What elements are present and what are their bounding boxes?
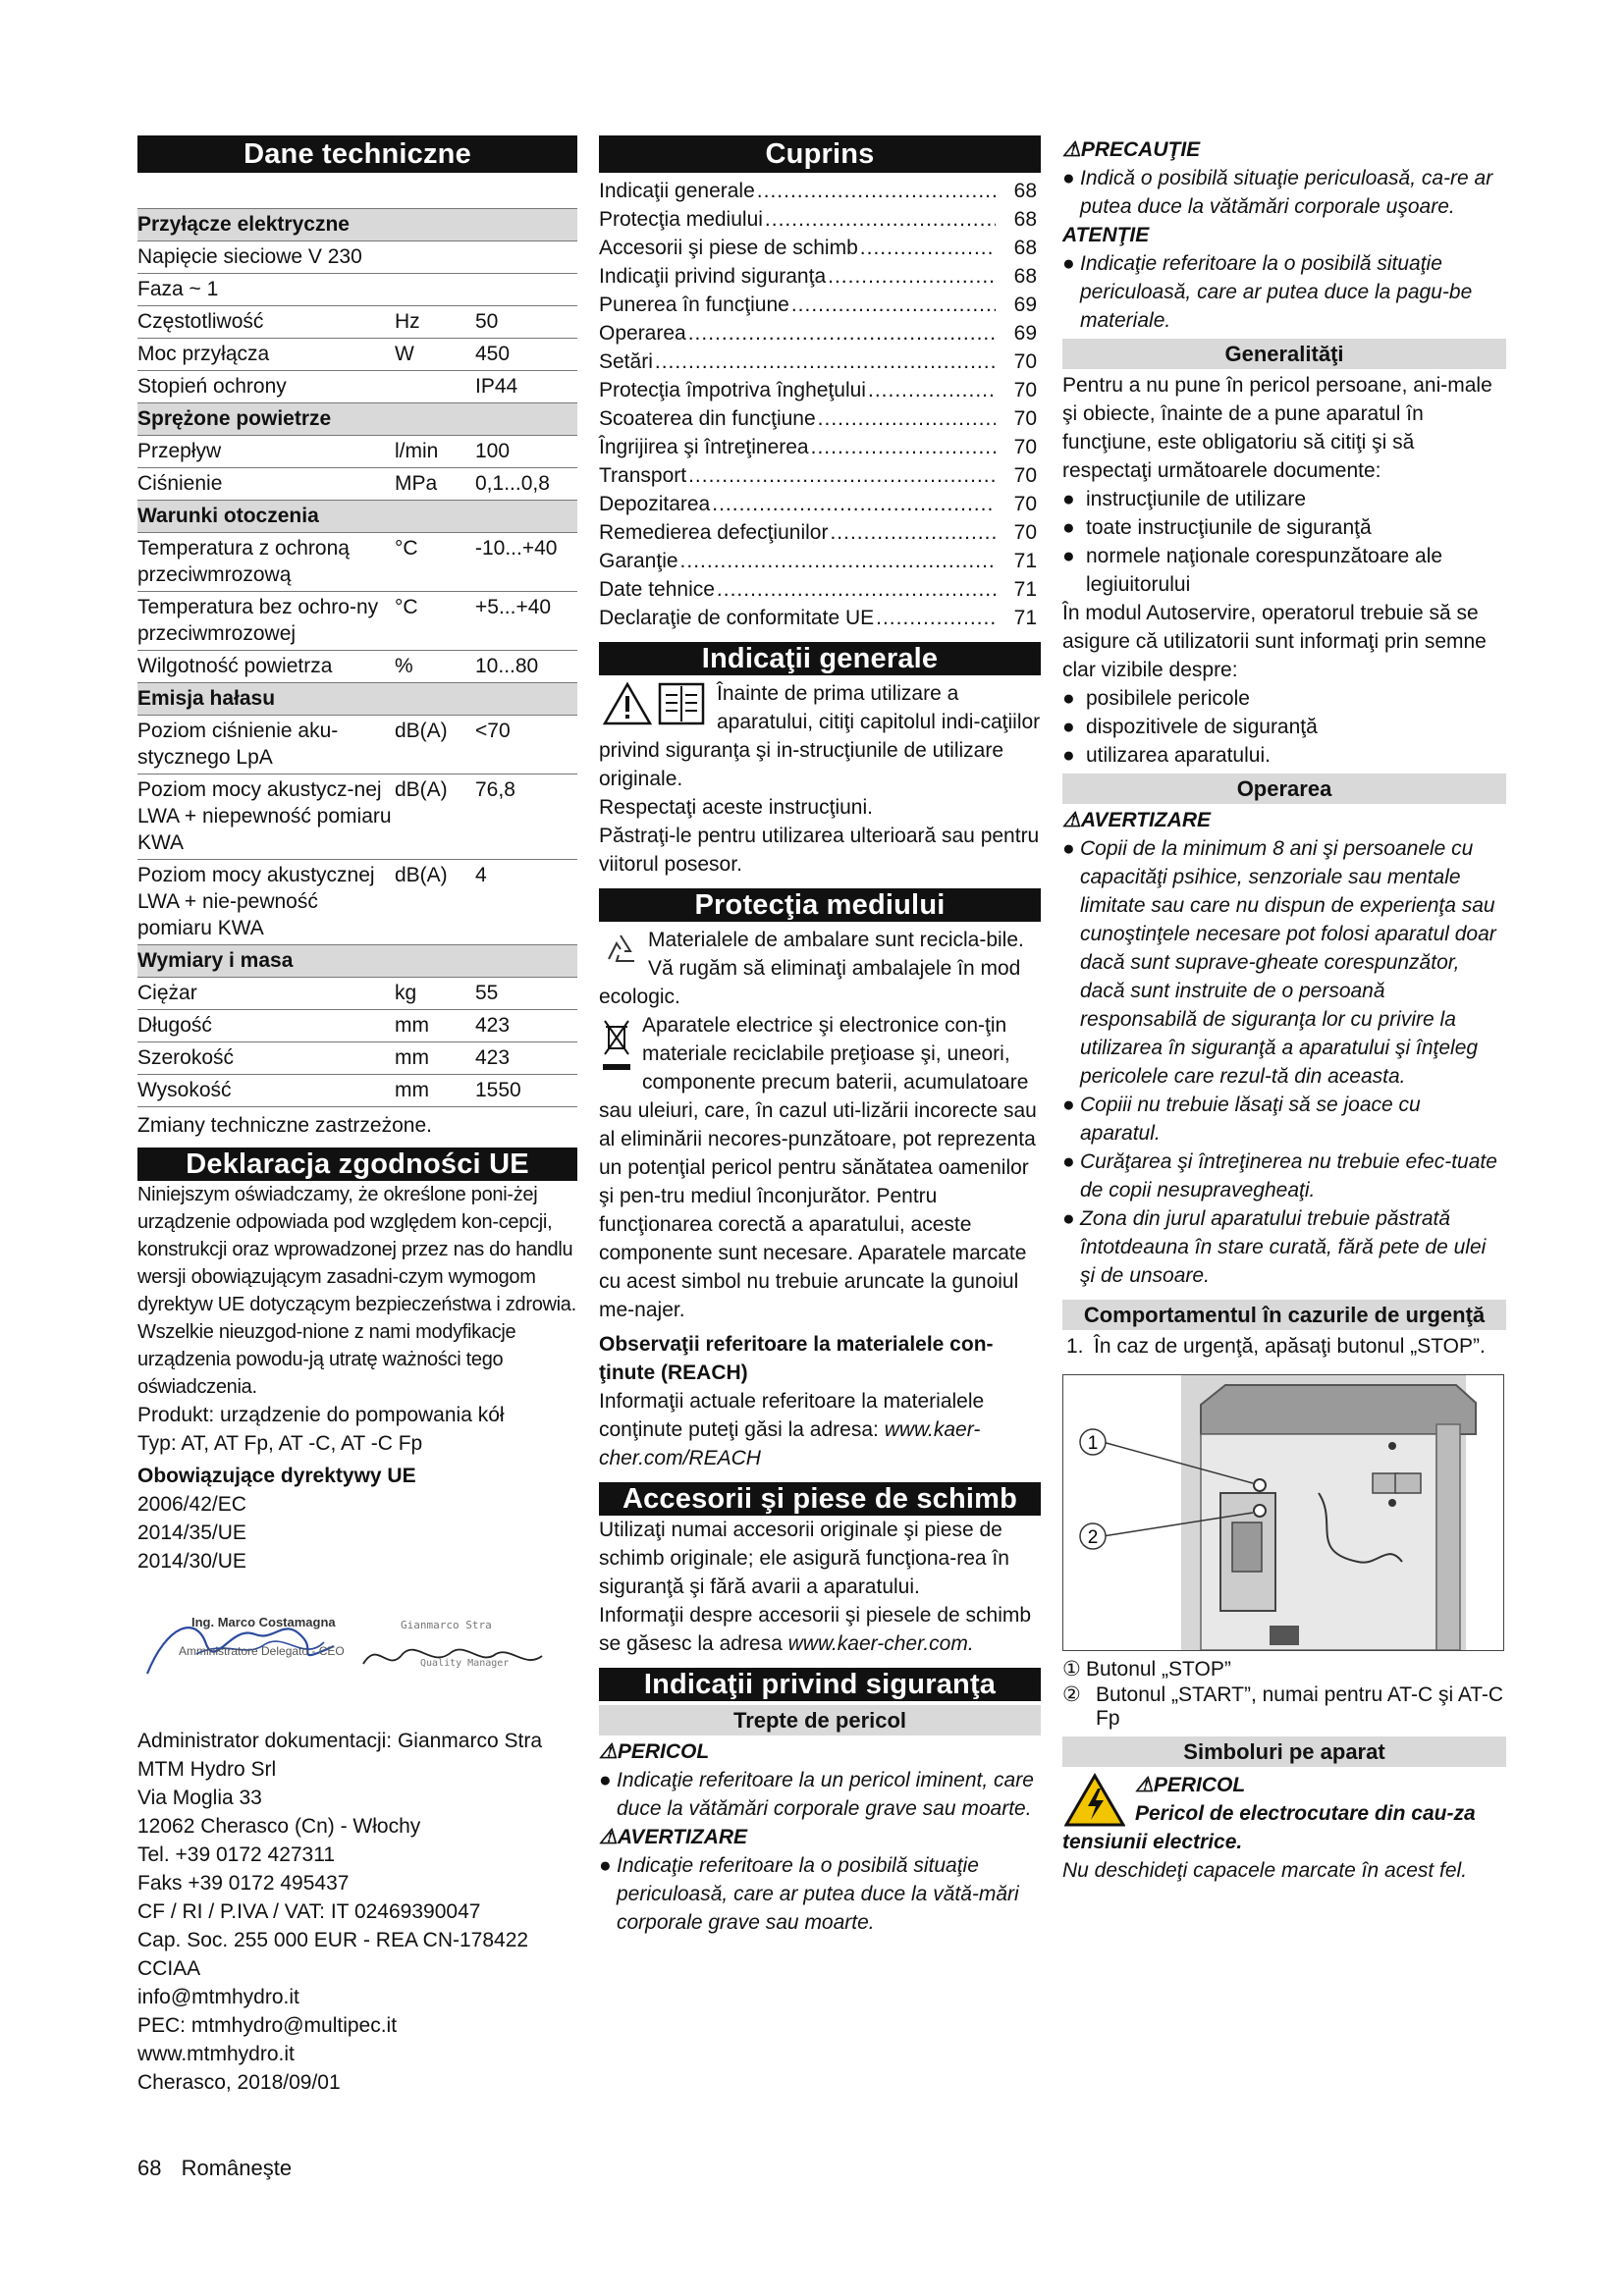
contact-line: MTM Hydro Srl	[137, 1758, 277, 1781]
table-row	[137, 774, 577, 860]
contact-line: Faks +39 0172 495437	[137, 1872, 350, 1895]
table-cell-label: Wilgotność powietrza	[137, 651, 395, 683]
section-title-technical-data: Dane techniczne	[137, 135, 577, 173]
toc-leader-dots	[717, 575, 996, 604]
table-cell-label: Ciśnienie	[137, 468, 395, 501]
subsection-device-symbols: Simboluri pe aparat	[1062, 1736, 1506, 1767]
caution-heading: ⚠PRECAUŢIE	[1062, 138, 1201, 161]
table-cell-value: IP44	[475, 371, 577, 403]
contact-line: Tel. +39 0172 427311	[137, 1843, 336, 1866]
signature-right-name: Gianmarco Stra	[401, 1619, 492, 1631]
toc-entry[interactable]	[599, 262, 1041, 291]
general-text-2: Respectaţi aceste instrucţiuni.	[599, 796, 873, 819]
contact-block	[137, 1727, 577, 2097]
attention-text: Indicaţie referitoare la o posibilă situaţie periculoasă, care ar putea duce la pagu-be materiale.	[1080, 252, 1473, 332]
toc-entry-title: Îngrijirea şi întreţinerea	[599, 436, 809, 458]
subsection-operation: Operarea	[1062, 774, 1506, 804]
contact-line: Administrator dokumentacji: Gianmarco Stra	[137, 1730, 542, 1752]
section-title-general: Indicaţii generale	[599, 642, 1041, 675]
table-cell-unit: W	[395, 339, 475, 371]
toc-entry-page: 70	[1013, 464, 1037, 487]
toc-leader-dots	[655, 347, 996, 376]
directives-title: Obowiązujące dyrektywy UE	[137, 1465, 416, 1487]
toc-entry[interactable]	[599, 347, 1041, 376]
directive-item: 2006/42/EC	[137, 1493, 246, 1516]
operation-warning-item: ● Copiii nu trebuie lăsaţi să se joace cu aparatul.	[1062, 1091, 1506, 1148]
section-title-accessories: Accesorii şi piese de schimb	[599, 1482, 1041, 1516]
column-contents	[599, 135, 1041, 1937]
table-cell-label: Poziom ciśnienie aku-stycznego LpA	[137, 716, 395, 774]
list-item: ● toate instrucţiunile de siguranţă	[1062, 513, 1506, 542]
list-item: ● posibilele pericole	[1062, 684, 1506, 713]
list-item-text: normele naţionale corespunzătoare ale legiuitorului	[1086, 545, 1443, 596]
operation-warning-text: Curăţarea şi întreţinerea nu trebuie efec-tuate de copii nesupravegheaţi.	[1080, 1150, 1497, 1201]
legend-number-2-icon: ②	[1062, 1683, 1081, 1706]
general-block	[599, 679, 1041, 879]
caution-text: Indică o posibilă situaţie periculoasă, ca-re ar putea duce la vătămări corporale uşoare.	[1080, 167, 1493, 218]
toc-entry[interactable]	[599, 490, 1041, 518]
table-row	[137, 592, 577, 651]
general-text-3: Păstraţi-le pentru utilizarea ulterioară sau pentru viitorul posesor.	[599, 825, 1040, 876]
table-group-row	[137, 683, 577, 716]
toc-leader-dots	[680, 547, 996, 575]
toc-leader-dots	[830, 518, 996, 547]
toc-entry[interactable]	[599, 575, 1041, 604]
toc-entry-page: 68	[1013, 237, 1037, 259]
signature-image	[137, 1585, 577, 1693]
contact-line: CF / RI / P.IVA / VAT: IT 02469390047	[137, 1900, 481, 1923]
subsection-general: Generalităţi	[1062, 339, 1506, 369]
contact-line: Via Moglia 33	[137, 1787, 262, 1809]
section-title-safety: Indicaţii privind siguranţa	[599, 1668, 1041, 1701]
table-cell-unit: mm	[395, 1010, 475, 1042]
table-cell-label	[137, 177, 577, 209]
contact-line: Cap. Soc. 255 000 EUR - REA CN-178422	[137, 1929, 529, 1951]
legend-text: Butonul „START”, numai pentru AT-C şi AT-C Fp	[1096, 1683, 1504, 1730]
reach-title: Observaţii referitoare la materialele con-ţinute (REACH)	[599, 1333, 994, 1384]
table-cell-value: 100	[475, 436, 577, 468]
toc-leader-dots	[860, 234, 996, 262]
environment-text-2: Aparatele electrice şi electronice con-ţin materiale reciclabile preţioase şi, uneori, componente precum baterii, acumulatoare sau uleiuri, care, în cazul uti-lizării incorecte sau al eliminării necores-punzătoare, pot reprezenta un potenţial pericol pentru sănătatea oamenilor şi pen-tru mediul înconjurător. Pentru funcţionarea corectă a aparatului, aceste componente sunt necesare. Aparatele marcate cu acest simbol nu trebuie aruncate la gunoiul me-najer.	[599, 1014, 1037, 1321]
table-cell-unit	[395, 371, 475, 403]
table-cell-value: 450	[475, 339, 577, 371]
legend-item-stop	[1062, 1655, 1506, 1683]
toc-leader-dots	[791, 291, 996, 319]
toc-leader-dots	[876, 604, 996, 632]
toc-leader-dots	[765, 205, 996, 234]
operation-warning-item: ● Zona din jurul aparatului trebuie păstrată întotdeauna în stare curată, fără pete de ulei şi de unsoare.	[1062, 1204, 1506, 1290]
table-cell-label: Przyłącze elektryczne	[137, 209, 577, 241]
toc-entry-page: 70	[1013, 350, 1037, 373]
danger-item: ● Indicaţie referitoare la un pericol iminent, care duce la vătămări corporale grave sau moarte.	[599, 1766, 1041, 1823]
table-cell-value: 55	[475, 978, 577, 1010]
danger-text: Indicaţie referitoare la un pericol iminent, care duce la vătămări corporale grave sau moarte.	[617, 1769, 1034, 1820]
symbol-text: Nu deschideţi capacele marcate în acest fel.	[1062, 1859, 1468, 1882]
toc-entry[interactable]	[599, 518, 1041, 547]
table-cell-unit: °C	[395, 533, 475, 592]
table-cell-label: Emisja hałasu	[137, 683, 577, 716]
table-cell-value: 50	[475, 306, 577, 339]
column-safety	[1062, 135, 1506, 1885]
toc-leader-dots	[688, 461, 996, 490]
device-illustration	[1062, 1374, 1504, 1651]
table-cell-unit: dB(A)	[395, 860, 475, 945]
operation-warning-text: Zona din jurul aparatului trebuie păstrată întotdeauna în stare curată, fără pete de ulei şi de unsoare.	[1080, 1207, 1487, 1287]
danger-heading: ⚠PERICOL	[599, 1740, 710, 1763]
technical-note: Zmiany techniczne zastrzeżone.	[137, 1114, 432, 1137]
table-cell-label: Sprężone powietrze	[137, 403, 577, 436]
table-cell-value: 0,1...0,8	[475, 468, 577, 501]
directives-list	[137, 1490, 577, 1575]
contact-line: 12062 Cherasco (Cn) - Włochy	[137, 1815, 421, 1838]
toc-entry[interactable]	[599, 604, 1041, 632]
toc-entry-title: Protecţia împotriva îngheţului	[599, 379, 866, 401]
toc-leader-dots	[712, 490, 996, 518]
table-cell-label: Przepływ	[137, 436, 395, 468]
emergency-step	[1062, 1332, 1506, 1361]
list-item-text: instrucţiunile de utilizare	[1086, 488, 1307, 510]
toc-entry[interactable]	[599, 234, 1041, 262]
toc-entry[interactable]	[599, 404, 1041, 433]
table-cell-label: Ciężar	[137, 978, 395, 1010]
table-cell-label: Stopień ochrony	[137, 371, 395, 403]
signature-left-role: Amministratore Delegato - CEO	[179, 1644, 345, 1658]
operation-warning-item: ● Curăţarea şi întreţinerea nu trebuie efec-tuate de copii nesupravegheaţi.	[1062, 1148, 1506, 1204]
toc-entry-page: 70	[1013, 436, 1037, 458]
manual-book-icon	[658, 681, 705, 726]
table-row	[137, 274, 577, 306]
table-group-row	[137, 209, 577, 241]
table-cell-unit: kg	[395, 978, 475, 1010]
page-number: 68	[137, 2156, 162, 2180]
table-cell-label: Napięcie sieciowe V 230	[137, 241, 577, 274]
table-row	[137, 978, 577, 1010]
table-row	[137, 241, 577, 274]
toc-entry-page: 69	[1013, 322, 1037, 345]
toc-entry-title: Depozitarea	[599, 493, 711, 515]
table-cell-unit: mm	[395, 1042, 475, 1075]
table-cell-label: Częstotliwość	[137, 306, 395, 339]
toc-entry-title: Remedierea defecţiunilor	[599, 521, 829, 544]
symbol-danger-heading: ⚠PERICOL	[1135, 1774, 1246, 1796]
table-cell-label: Faza ~ 1	[137, 274, 577, 306]
table-row	[137, 651, 577, 683]
general-text: Pentru a nu pune în pericol persoane, ani-male şi obiecte, înainte de a pune aparatul în funcţiune, este obligatoriu să citiţi şi să respectaţi următoarele documente:	[1062, 374, 1492, 482]
contact-email[interactable]: info@mtmhydro.it	[137, 1986, 299, 2008]
reach-text	[599, 1387, 1041, 1472]
toc-entry[interactable]	[599, 177, 1041, 205]
crossed-bin-icon	[601, 1017, 632, 1076]
toc-entry-title: Scoaterea din funcţiune	[599, 407, 816, 430]
list-item: ● utilizarea aparatului.	[1062, 741, 1506, 770]
table-cell-value: 423	[475, 1042, 577, 1075]
table-row	[137, 436, 577, 468]
toc-entry-page: 70	[1013, 493, 1037, 515]
device-figure	[1063, 1375, 1503, 1650]
toc-entry-title: Setări	[599, 350, 653, 373]
toc-entry-page: 68	[1013, 265, 1037, 288]
toc-entry-page: 71	[1013, 550, 1037, 572]
table-cell-value: 10...80	[475, 651, 577, 683]
table-cell-value: 4	[475, 860, 577, 945]
table-cell-unit: mm	[395, 1075, 475, 1107]
electric-hazard-icon	[1064, 1773, 1125, 1828]
reach-link[interactable]: www.kaer-cher.com/REACH	[599, 1418, 981, 1469]
table-row	[137, 860, 577, 945]
toc-entry[interactable]	[599, 461, 1041, 490]
table-cell-label: Poziom mocy akustycz-nej LWA + niepewność pomiaru KWA	[137, 774, 395, 860]
warning-item: ● Indicaţie referitoare la o posibilă situaţie periculoasă, care ar putea duce la vătă-mări corporale grave sau moarte.	[599, 1851, 1041, 1937]
list-item-text: toate instrucţiunile de siguranţă	[1086, 516, 1372, 539]
table-cell-value: <70	[475, 716, 577, 774]
toc-leader-dots	[811, 433, 996, 461]
table-cell-unit: dB(A)	[395, 716, 475, 774]
toc-entry[interactable]	[599, 291, 1041, 319]
table-cell-value: +5...+40	[475, 592, 577, 651]
table-row	[137, 177, 577, 209]
warning-book-icons	[603, 681, 705, 726]
general-text-1: Înainte de prima utilizare a aparatului, citiţi capitolul indi-caţiilor privind siguranţa şi in-strucţiunile de utilizare originale.	[599, 682, 1041, 790]
table-cell-unit: °C	[395, 592, 475, 651]
table-cell-value: 1550	[475, 1075, 577, 1107]
table-cell-unit: l/min	[395, 436, 475, 468]
toc-entry-title: Indicaţii privind siguranţa	[599, 265, 827, 288]
language-label: Româneşte	[181, 2156, 293, 2180]
table-group-row	[137, 403, 577, 436]
operation-warning-item: ● Copii de la minimum 8 ani şi persoanele cu capacităţi psihice, senzoriale sau mentale limitate sau care nu dispun de experienţa sau cunoştinţele necesare pot folosi aparatul doar dacă sunt suprave-gheate corespunzător, dacă sunt instruite de o persoană responsabilă de siguranţa lor cu privire la utilizarea în siguranţă a aparatului şi înţeleg pericolele care rezul-tă din aceasta.	[1062, 834, 1506, 1091]
table-row	[137, 371, 577, 403]
list-item-text: posibilele pericole	[1086, 687, 1250, 710]
table-group-row	[137, 945, 577, 978]
operation-warning-text: Copiii nu trebuie lăsaţi să se joace cu aparatul.	[1080, 1094, 1421, 1145]
toc-entry-page: 71	[1013, 578, 1037, 601]
contact-website[interactable]: www.mtmhydro.it	[137, 2043, 295, 2065]
caution-item: ● Indică o posibilă situaţie periculoasă, ca-re ar putea duce la vătămări corporale uşoare.	[1062, 164, 1506, 221]
toc-entry-title: Transport	[599, 464, 687, 487]
table-row	[137, 468, 577, 501]
toc-entry-page: 70	[1013, 379, 1037, 401]
callout-1: 1	[1087, 1433, 1099, 1454]
table-cell-label: Temperatura z ochroną przeciwmrozową	[137, 533, 395, 592]
self-service-text: În modul Autoservire, operatorul trebuie să se asigure că utilizatorii sunt informaţi prin semne clar vizibile despre:	[1062, 602, 1487, 681]
accessories-text-1: Utilizaţi numai accesorii originale şi piese de schimb originale; ele asigură funcţiona-rea în siguranţă şi fără avarii a aparatului.	[599, 1519, 1009, 1598]
contact-date: Cherasco, 2018/09/01	[137, 2071, 341, 2094]
list-item-text: dispozitivele de siguranţă	[1086, 716, 1318, 738]
accessories-link[interactable]: www.kaer-cher.com.	[787, 1632, 974, 1655]
table-row	[137, 533, 577, 592]
list-item: ● instrucţiunile de utilizare	[1062, 485, 1506, 513]
environment-text-1: Materialele de ambalare sunt recicla-bile. Vă rugăm să eliminaţi ambalajele în mod ecologic.	[599, 929, 1024, 1008]
directive-item: 2014/30/UE	[137, 1550, 246, 1573]
section-title-contents: Cuprins	[599, 135, 1041, 173]
signature-left-name: Ing. Marco Costamagna	[191, 1615, 336, 1629]
warning-triangle-icon	[603, 681, 652, 726]
table-cell-label: Szerokość	[137, 1042, 395, 1075]
table-cell-unit: %	[395, 651, 475, 683]
warning-text: Indicaţie referitoare la o posibilă situaţie periculoasă, care ar putea duce la vătă-mări corporale grave sau moarte.	[617, 1854, 1019, 1934]
table-row	[137, 1042, 577, 1075]
toc-entry-page: 70	[1013, 407, 1037, 430]
signature-block	[137, 1585, 577, 1693]
table-cell-label: Wysokość	[137, 1075, 395, 1107]
environment-block	[599, 926, 1041, 1472]
directive-item: 2014/35/UE	[137, 1522, 246, 1544]
toc-entry-title: Accesorii şi piese de schimb	[599, 237, 858, 259]
toc-entry[interactable]	[599, 433, 1041, 461]
table-cell-unit: MPa	[395, 468, 475, 501]
legend-item-start	[1062, 1683, 1506, 1731]
toc-entry-page: 70	[1013, 521, 1037, 544]
accessories-text-2	[599, 1601, 1041, 1658]
product-line: Produkt: urządzenie do pompowania kół	[137, 1404, 505, 1426]
list-item: ● normele naţionale corespunzătoare ale legiuitorului	[1062, 542, 1506, 599]
column-technical-data	[137, 135, 577, 2097]
toc-leader-dots	[868, 376, 996, 404]
table-row	[137, 339, 577, 371]
technical-data-table	[137, 177, 577, 1107]
table-cell-label: Długość	[137, 1010, 395, 1042]
accessories-text-body: Informaţii despre accesorii şi piesele de schimb se găsesc la adresa	[599, 1604, 1032, 1655]
toc-entry[interactable]	[599, 205, 1041, 234]
toc-leader-dots	[828, 262, 996, 291]
table-cell-value: 76,8	[475, 774, 577, 860]
declaration-text: Niniejszym oświadczamy, że określone poni-żej urządzenie odpowiada pod względem kon-cepcji, konstrukcji oraz wprowadzonej przez nas do handlu wersji obowiązującym zasadni-czym wymogom dyrektyw UE dotyczącym bezpieczeństwa i zdrowia. Wszelkie nieuzgod-nione z nami modyfikacje urządzenia powodu-ją utratę ważności tego oświadczenia.	[137, 1184, 576, 1398]
toc-leader-dots	[757, 177, 996, 205]
toc-entry-page: 69	[1013, 294, 1037, 316]
toc-entry[interactable]	[599, 547, 1041, 575]
recycle-icon	[601, 932, 640, 971]
contact-line: CCIAA	[137, 1957, 201, 1980]
symbol-block	[1062, 1771, 1506, 1885]
attention-heading: ATENŢIE	[1062, 224, 1150, 246]
table-cell-label: Moc przyłącza	[137, 339, 395, 371]
table-row	[137, 716, 577, 774]
signature-right-role: Quality Manager	[420, 1658, 510, 1669]
toc-leader-dots	[688, 319, 996, 347]
callout-2: 2	[1087, 1527, 1099, 1548]
type-line: Typ: AT, AT Fp, AT -C, AT -C Fp	[137, 1432, 423, 1455]
contact-pec[interactable]: PEC: mtmhydro@multipec.it	[137, 2014, 398, 2037]
section-title-eu-declaration: Deklaracja zgodności UE	[137, 1148, 577, 1181]
section-title-environment: Protecţia mediului	[599, 888, 1041, 922]
operation-warning-heading: ⚠AVERTIZARE	[1062, 809, 1212, 831]
table-cell-unit: dB(A)	[395, 774, 475, 860]
table-of-contents	[599, 177, 1041, 632]
warning-heading: ⚠AVERTIZARE	[599, 1826, 748, 1848]
list-item: ● dispozitivele de siguranţă	[1062, 713, 1506, 741]
toc-entry[interactable]	[599, 376, 1041, 404]
table-cell-unit: Hz	[395, 306, 475, 339]
toc-entry[interactable]	[599, 319, 1041, 347]
table-cell-label: Wymiary i masa	[137, 945, 577, 978]
subsection-emergency: Comportamentul în cazurile de urgenţă	[1062, 1300, 1506, 1330]
toc-entry-title: Date tehnice	[599, 578, 715, 601]
toc-entry-page: 71	[1013, 607, 1037, 629]
table-cell-label: Warunki otoczenia	[137, 501, 577, 533]
attention-item: ● Indicaţie referitoare la o posibilă situaţie periculoasă, care ar putea duce la pagu-be materiale.	[1062, 249, 1506, 335]
table-row	[137, 1075, 577, 1107]
table-group-row	[137, 501, 577, 533]
page-footer	[137, 2156, 292, 2181]
reach-text-body: Informaţii actuale referitoare la materialele conţinute puteţi găsi la adresa:	[599, 1390, 985, 1441]
table-cell-label: Temperatura bez ochro-ny przeciwmrozowej	[137, 592, 395, 651]
toc-entry-title: Declaraţie de conformitate UE	[599, 607, 875, 629]
table-row	[137, 306, 577, 339]
table-cell-label: Poziom mocy akustycznej LWA + nie-pewność pomiaru KWA	[137, 860, 395, 945]
symbol-danger-text: Pericol de electrocutare din cau-za tensiunii electrice.	[1062, 1802, 1476, 1853]
table-row	[137, 1010, 577, 1042]
operation-warning-text: Copii de la minimum 8 ani şi persoanele cu capacităţi psihice, senzoriale sau mentale limitate sau care nu dispun de experienţa sau cunoştinţele necesare pot folosi aparatul doar dacă sunt suprave-gheate corespunzător, dacă sunt instruite de o persoană responsabilă de siguranţa lor cu privire la utilizarea în siguranţă a aparatului şi înţeleg pericolele care rezul-tă din aceasta.	[1080, 837, 1496, 1088]
toc-entry-title: Garanţie	[599, 550, 678, 572]
toc-entry-page: 68	[1013, 208, 1037, 231]
table-cell-value: 423	[475, 1010, 577, 1042]
legend-text: Butonul „STOP”	[1086, 1658, 1231, 1681]
emergency-step-text: În caz de urgenţă, apăsaţi butonul „STOP”.	[1094, 1335, 1486, 1358]
toc-entry-title: Punerea în funcţiune	[599, 294, 789, 316]
toc-entry-page: 68	[1013, 180, 1037, 202]
toc-entry-title: Operarea	[599, 322, 686, 345]
subsection-danger-levels: Trepte de pericol	[599, 1705, 1041, 1735]
legend-number-1-icon: ①	[1062, 1658, 1081, 1681]
toc-entry-title: Indicaţii generale	[599, 180, 755, 202]
table-cell-value: -10...+40	[475, 533, 577, 592]
list-item-text: utilizarea aparatului.	[1086, 744, 1271, 767]
step-number: 1.	[1066, 1335, 1084, 1358]
toc-leader-dots	[818, 404, 996, 433]
toc-entry-title: Protecţia mediului	[599, 208, 763, 231]
